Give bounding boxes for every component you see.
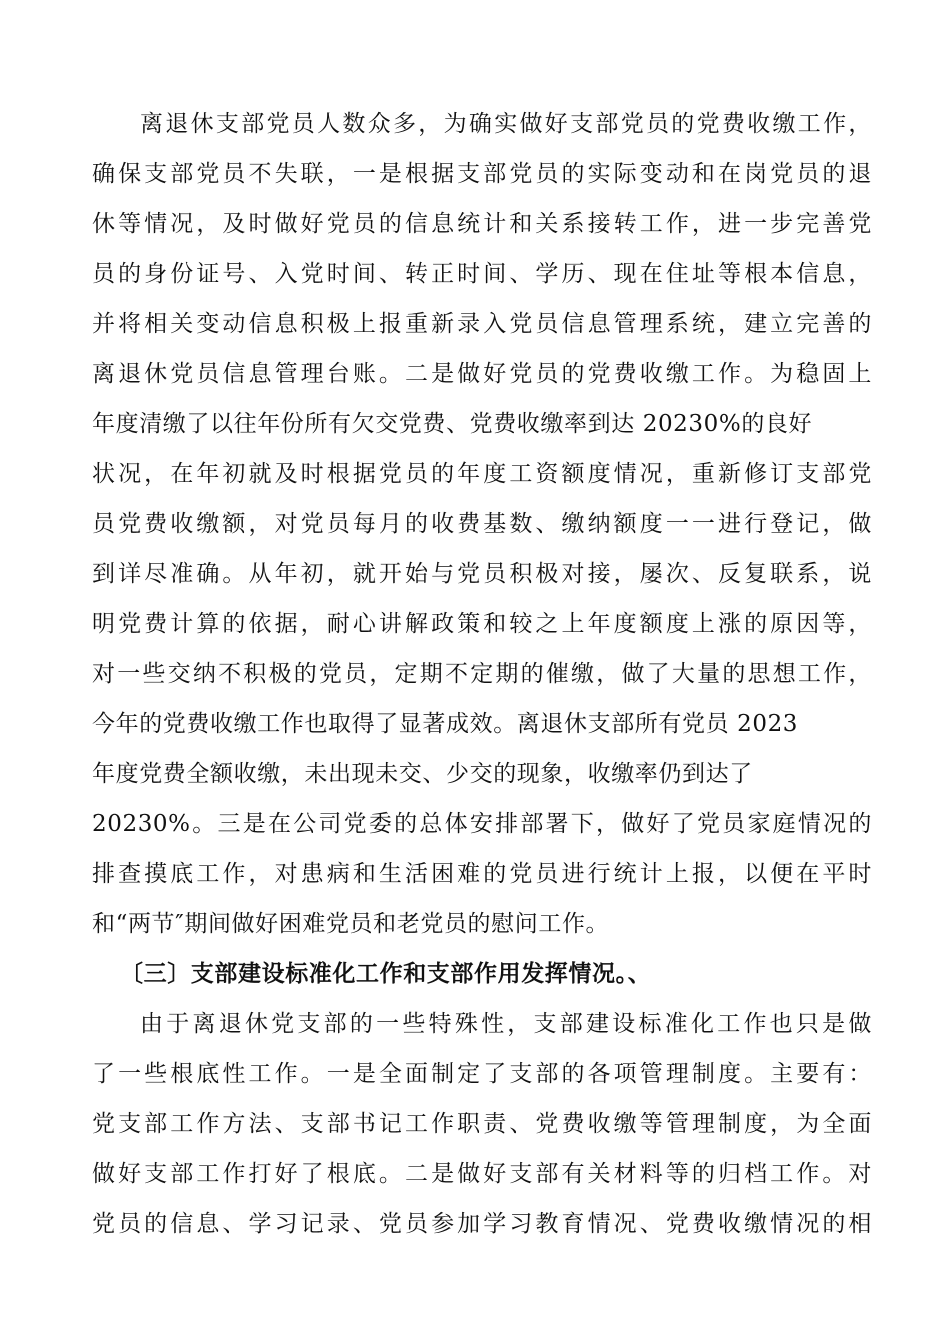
paragraph-1-line: 员的身份证号、入党时间、转正时间、学历、现在住址等根本信息， [92, 261, 872, 287]
paragraph-1-line: 和“两节″期间做好困难党员和老党员的慰问工作。 [92, 911, 610, 937]
paragraph-2-line: 党员的信息、学习记录、党员参加学习教育情况、党费收缴情况的相 [92, 1211, 872, 1237]
paragraph-2-line: 由于离退休党支部的一些特殊性，支部建设标准化工作也只是做 [140, 1011, 872, 1037]
paragraph-2-line: 了一些根底性工作。一是全面制定了支部的各项管理制度。主要有： [92, 1061, 872, 1087]
paragraph-1-line: 对一些交纳不积极的党员，定期不定期的催缴，做了大量的思想工作， [92, 661, 872, 687]
paragraph-1-line: 离退休支部党员人数众多，为确实做好支部党员的党费收缴工作， [140, 111, 872, 137]
paragraph-1-line: 状况，在年初就及时根据党员的年度工资额度情况，重新修订支部党 [92, 461, 872, 487]
paragraph-1-line: 到详尽准确。从年初，就开始与党员积极对接，屡次、反复联系，说 [92, 561, 872, 587]
paragraph-1-line: 20230%。三是在公司党委的总体安排部署下，做好了党员家庭情况的 [92, 811, 872, 837]
paragraph-1-line: 年度党费全额收缴，未出现未交、少交的现象，收缴率仍到达了 [92, 761, 753, 787]
paragraph-1-line: 员党费收缴额，对党员每月的收费基数、缴纳额度一一进行登记，做 [92, 511, 872, 537]
paragraph-1-line: 并将相关变动信息积极上报重新录入党员信息管理系统，建立完善的 [92, 311, 872, 337]
paragraph-1-line: 离退休党员信息管理台账。二是做好党员的党费收缴工作。为稳固上 [92, 361, 872, 387]
paragraph-1-line: 休等情况，及时做好党员的信息统计和关系接转工作，进一步完善党 [92, 211, 872, 237]
paragraph-2-line: 做好支部工作打好了根底。二是做好支部有关材料等的归档工作。对 [92, 1161, 872, 1187]
paragraph-1-line: 今年的党费收缴工作也取得了显著成效。离退休支部所有党员 2023 [92, 711, 799, 737]
paragraph-1-line: 明党费计算的依据，耐心讲解政策和较之上年度额度上涨的原因等， [92, 611, 872, 637]
section-heading: 〔三〕支部建设标准化工作和支部作用发挥情况。、 [120, 961, 652, 987]
paragraph-1-line: 年度清缴了以往年份所有欠交党费、党费收缴率到达 20230%的良好 [92, 411, 813, 437]
paragraph-1-line: 确保支部党员不失联，一是根据支部党员的实际变动和在岗党员的退 [92, 161, 872, 187]
paragraph-1-line: 排查摸底工作，对患病和生活困难的党员进行统计上报，以便在平时 [92, 861, 872, 887]
paragraph-2-line: 党支部工作方法、支部书记工作职责、党费收缴等管理制度，为全面 [92, 1111, 872, 1137]
